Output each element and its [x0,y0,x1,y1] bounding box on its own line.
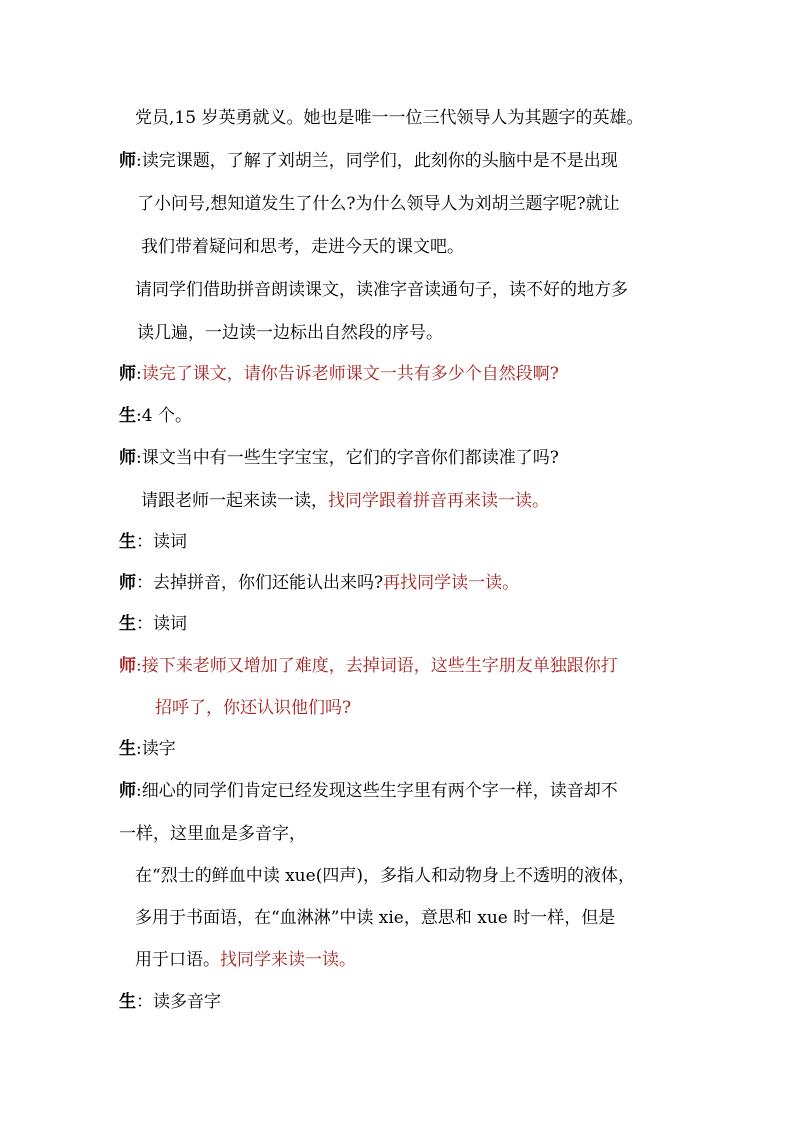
text-line-3 [137,192,620,216]
line-text: ：读多音字 [136,992,221,1012]
line-text: 读几遍，一边读一边标出自然段的序号。 [137,323,443,343]
line-text: ：读词 [136,532,187,552]
text-line-13 [119,612,187,636]
line-text: : [136,364,142,384]
speaker-label: 师 [119,151,136,171]
speaker-label: 生 [119,739,136,759]
line-text: :课文当中有一些生字宝宝，它们的字音你们都读准了吗? [136,448,559,468]
text-line-1 [135,106,643,130]
speaker-label: 师 [119,656,136,676]
speaker-label: 师 [119,364,136,384]
highlighted-text: 找同学来读一读。 [220,950,356,970]
text-line-18 [119,822,306,846]
text-line-14 [119,654,618,678]
line-text: 请同学们借助拼音朗读课文，读准字音读通句子，读不好的地方多 [135,280,628,300]
highlighted-text: 读完了课文，请你告诉老师课文一共有多少个自然段啊? [141,364,559,384]
line-text: 党员,15 岁英勇就义。她也是唯一一位三代领导人为其题字的英雄。 [135,108,644,128]
speaker-label: 师 [119,573,136,593]
line-text: ：读词 [136,614,187,634]
line-text: 了小问号,想知道发生了什么?为什么领导人为刘胡兰题字呢?就让 [137,194,620,214]
text-line-16 [119,737,176,761]
line-text: 用于口语。 [135,950,220,970]
highlighted-text: 再找同学读一读。 [383,573,520,593]
text-line-4 [141,235,464,259]
text-line-6 [137,321,443,345]
speaker-label: 生 [119,614,136,634]
text-line-17 [119,779,618,803]
text-line-21 [135,948,356,972]
text-line-7 [119,362,559,386]
speaker-label: 生 [119,992,136,1012]
speaker-label: 师 [119,448,136,468]
speaker-label: 生 [119,406,136,426]
text-line-20 [135,906,615,930]
highlighted-text: 接下来老师又增加了难度，去掉词语，这些生字朋友单独跟你打 [141,656,618,676]
line-text: 多用于书面语，在“血淋淋”中读 xie，意思和 xue 时一样，但是 [135,908,616,928]
line-text: : [136,656,142,676]
text-line-11 [119,530,187,554]
speaker-label: 师 [119,781,136,801]
text-line-12 [119,571,519,595]
text-line-10 [141,489,549,513]
line-text: :读字 [136,739,176,759]
line-text: :读完课题，了解了刘胡兰，同学们，此刻你的头脑中是不是出现 [136,151,618,171]
line-text: :4 个。 [136,406,192,426]
highlighted-text: 招呼了，你还认识他们吗? [155,698,352,718]
text-line-9 [119,446,559,470]
speaker-label: 生 [119,532,136,552]
text-line-19 [135,864,635,888]
text-line-8 [119,404,192,428]
line-text: 请跟老师一起来读一读， [141,491,328,511]
line-text: :细心的同学们肯定已经发现这些生字里有两个字一样，读音却不 [136,781,618,801]
line-text: ：去掉拼音，你们还能认出来吗? [136,573,384,593]
text-line-22 [119,990,221,1014]
text-line-15 [155,696,351,720]
line-text: 我们带着疑问和思考，走进今天的课文吧。 [141,237,464,257]
text-line-5 [135,278,628,302]
line-text: 在“烈士的鲜血中读 xue(四声)，多指人和动物身上不透明的液体， [135,866,635,886]
line-text: 一样，这里血是多音字， [119,824,306,844]
highlighted-text: 找同学跟着拼音再来读一读。 [328,491,549,511]
text-line-2 [119,149,618,173]
